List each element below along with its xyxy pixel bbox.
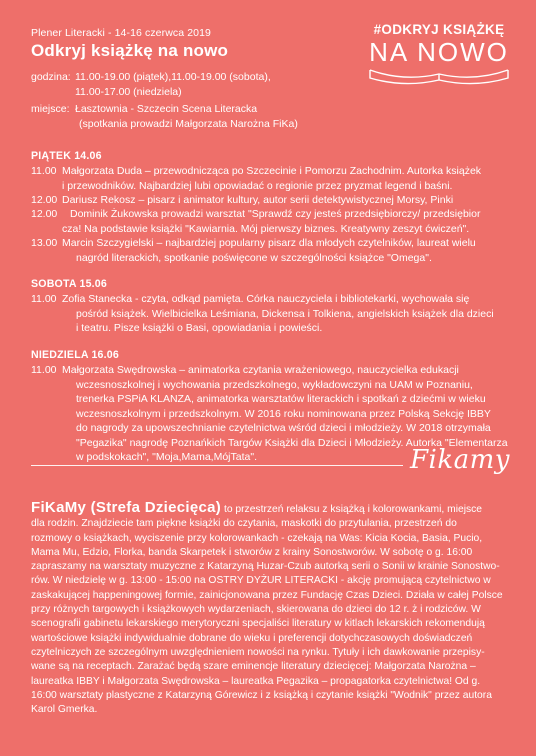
event-line: do nagrody za upowszechnianie czytelnictwa wśród dzieci i młodzieży. W 2018 otrzymała xyxy=(76,422,491,434)
event-description xyxy=(62,207,518,236)
fikamy-line: przy różnych targowych i książkowych wydarzeniach, skierowana do dzieci do 12 r. ż i rodziców. W xyxy=(31,604,481,616)
event-line: wczesnoszkolnej i wychowania przedszkolnego, wykładowczyni na UAM w Poznaniu, xyxy=(76,378,473,391)
event-time: 11.00 xyxy=(31,293,57,305)
fikamy-line: Karol Gmerka. xyxy=(31,704,98,716)
hours-line-1: 11.00-19.00 (piątek),11.00-19.00 (sobota), xyxy=(75,71,271,83)
brand-tagline: NA NOWO xyxy=(369,37,509,67)
brand-logo xyxy=(364,22,514,86)
event-line: cza! Na podstawie książki "Kawiarnia. Mój pierwszy biznes. Kreatywny zeszyt ćwiczeń". xyxy=(62,222,470,235)
fikamy-line: zaskakującej happeningowej formie, zainicjonowana przez Fundację Czas Dzieci. Działa w całej Polsce xyxy=(31,589,503,601)
fikamy-heading: FiKaMy (Strefa Dziecięca) xyxy=(31,499,222,516)
fikamy-description xyxy=(31,501,519,717)
fikamy-first-line xyxy=(31,501,519,517)
place-line-1: Łasztownia - Szczecin Scena Literacka xyxy=(75,103,258,115)
event-subtitle: Plener Literacki - 14-16 czerwca 2019 xyxy=(31,27,211,39)
event-line: "Pegazika" nagrodę Poznańkich Targów Książki dla Dzieci i Młodzieży. Autorka "Elementarza xyxy=(76,436,508,449)
fikamy-line: czytelniczych ze szczególnym uwzględnieniem nowości na rynku. Tytuły i ich dawkowanie przepisy- xyxy=(31,646,485,658)
event-description xyxy=(62,292,518,336)
event-line: i teatru. Pisze książki o Basi, opowiadania i powieści. xyxy=(76,322,323,334)
fikamy-line: laureatka IBBY i Małgorzata Swędrowska – laureatka Pegazika – propagatorka czytelnictwa! Od g. xyxy=(31,675,481,687)
fikamy-line: wartościowe książki indywidualnie dobrane do wieku i preferencji dotychczasowych doświadczeń xyxy=(31,632,473,644)
event-line: nagród literackich, spotkanie poświęcone w szczególności książce "Omega". xyxy=(76,251,432,264)
event-description xyxy=(62,236,518,265)
open-book-icon xyxy=(368,66,510,88)
page-title: Odkryj książkę na nowo xyxy=(31,41,229,60)
event-line: Małgorzata Duda – przewodnicząca po Szczecinie i Pomorzu Zachodnim. Autorka książek xyxy=(62,165,482,177)
event-time: 11.00 xyxy=(31,165,57,177)
event-time: 13.00 xyxy=(31,237,58,249)
fikamy-line: wane są na receptach. Zarażać będą szare eminencje literatury dziecięcej: Małgorzata Narożna – xyxy=(31,661,476,673)
fikamy-script-label: Fikamy xyxy=(410,445,510,475)
day-heading-saturday: SOBOTA 15.06 xyxy=(31,278,107,290)
event-line: w podskokach", "Moja,Mama,MójTata". xyxy=(76,451,258,463)
section-divider xyxy=(31,465,403,466)
fikamy-line: scenografii gabinetu lekarskiego merytoryczni specjaliści literatury w kitlach lekarskich rekomendują xyxy=(31,618,485,630)
place-line-2: (spotkania prowadzi Małgorzata Narożna FiKa) xyxy=(79,118,298,130)
day-heading-friday: PIĄTEK 14.06 xyxy=(31,150,102,162)
fikamy-line: dla rodzin. Znajdziecie tam piękne książki do czytania, maskotki do przytulania, przestrzeń do xyxy=(31,518,457,530)
event-line: Dariusz Rekosz – pisarz i animator kultury, autor serii detektywistycznej Morsy, Pinki xyxy=(62,194,454,206)
event-time: 12.00 xyxy=(31,194,58,206)
brand-hashtag: #ODKRYJ KSIĄŻKĘ xyxy=(373,22,505,37)
event-line: Marcin Szczygielski – najbardziej popularny pisarz dla młodych czytelników, laureat wielu xyxy=(62,237,476,249)
fikamy-line: Mama Mu, Edzio, Florka, banda Skarpetek i stworów z krainy Sonostworów. W sobotę o g. 16:00 xyxy=(31,546,473,558)
event-time: 11.00 xyxy=(31,364,57,376)
event-line: Małgorzata Swędrowska – animatorka czytania wrażeniowego, nauczycielka edukacji xyxy=(62,364,459,376)
fikamy-line: rów. W niedzielę w g. 13:00 - 15:00 na OSTRY DYŻUR LITERACKI - akcję promującą czytelnictwo w xyxy=(31,575,491,587)
event-description xyxy=(62,164,518,193)
hours-label: godzina: xyxy=(31,71,71,83)
event-line: pośród książek. Wielbicielka Leśmiana, Dickensa i Tolkiena, angielskich książek dla dzieci xyxy=(76,307,494,320)
event-line: Zofia Stanecka - czyta, odkąd pamięta. Córka nauczyciela i bibliotekarki, wychowała się xyxy=(62,293,470,305)
event-line: wczesnoszkolnym i przedszkolnym. W 2016 roku nominowana przez Polską Sekcję IBBY xyxy=(76,407,491,420)
fikamy-line: rozmowy o książkach, wyciszenie przy kolorowankach - czekają na Was: Kicia Kocia, Basia, Pucio, xyxy=(31,532,483,544)
fikamy-line: 16:00 warsztaty plastyczne z Katarzyną Górewicz i z książką i czytanie książki "Wodnik" przez autora xyxy=(31,689,492,701)
event-time: 12.00 xyxy=(31,208,58,220)
event-line: Dominik Żukowska prowadzi warsztat "Sprawdź czy jesteś przedsiębiorczy/ przedsiębior xyxy=(70,208,481,220)
fikamy-line: zapraszamy na warsztaty muzyczne z Katarzyną Huzar-Czub autorką serii o Sonii w krainie Sonostwo- xyxy=(31,561,500,573)
place-label: miejsce: xyxy=(31,103,70,115)
day-heading-sunday: NIEDZIELA 16.06 xyxy=(31,349,119,361)
event-line: i przewodników. Najbardziej lubi opowiadać o regionie przez pryzmat legend i baśni. xyxy=(62,179,453,192)
event-description xyxy=(62,193,518,208)
fikamy-line: to przestrzeń relaksu z książką i kolorowankami, miejsce xyxy=(223,504,483,515)
hours-line-2: 11.00-17.00 (niedziela) xyxy=(75,86,182,98)
event-line: trenerka PSPiA KLANZA, animatorka warsztatów literackich i spotkań z dziećmi w wieku xyxy=(76,393,486,405)
